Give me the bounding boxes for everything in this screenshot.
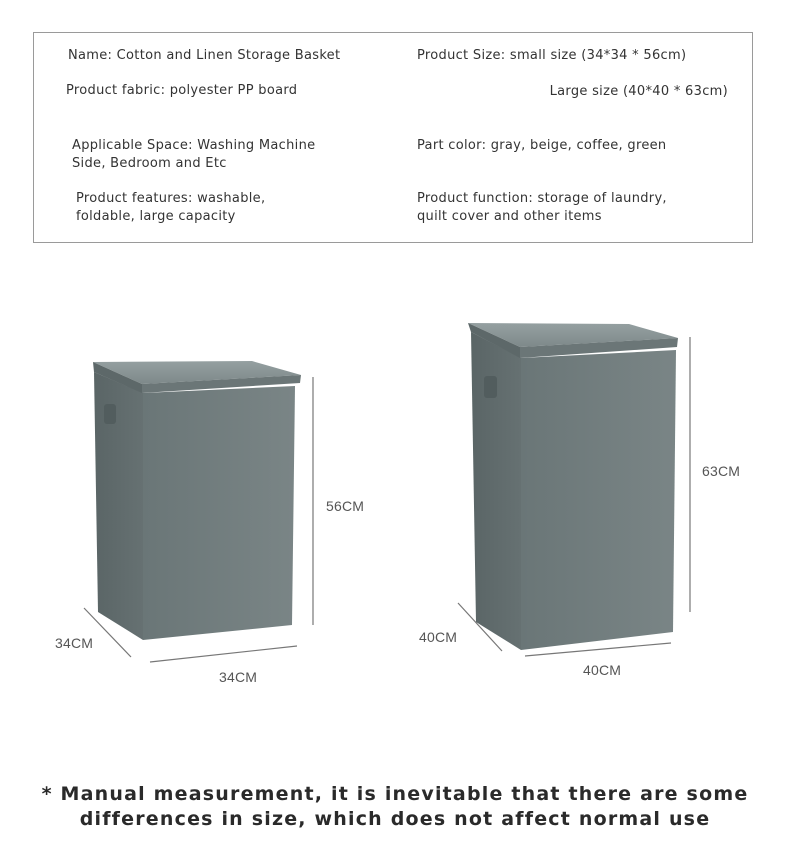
spec-features-line1: Product features: washable,	[76, 191, 266, 206]
small-basket-handle	[104, 404, 116, 424]
large-basket	[468, 323, 678, 650]
spec-space-line2: Side, Bedroom and Etc	[72, 156, 227, 171]
small-depth-label: 34CM	[55, 635, 94, 651]
measurement-note-line2: differences in size, which does not affect normal use	[79, 808, 711, 830]
large-width-label: 40CM	[583, 662, 622, 678]
spec-fabric: Product fabric: polyester PP board	[66, 83, 298, 98]
small-basket	[93, 361, 301, 640]
spec-features-line2: foldable, large capacity	[76, 209, 236, 224]
spec-function-line2: quilt cover and other items	[417, 209, 602, 224]
small-basket-front	[143, 386, 295, 640]
spec-function-line1: Product function: storage of laundry,	[417, 191, 667, 206]
spec-name: Name: Cotton and Linen Storage Basket	[68, 48, 341, 63]
spec-space-line1: Applicable Space: Washing Machine	[72, 138, 316, 153]
small-height-label: 56CM	[326, 498, 365, 514]
measurement-note-line1: * Manual measurement, it is inevitable that there are some	[41, 783, 749, 805]
large-basket-handle	[484, 376, 497, 398]
small-width-label: 34CM	[219, 669, 258, 685]
spec-size-small: Product Size: small size (34*34 * 56cm)	[417, 48, 687, 63]
spec-color: Part color: gray, beige, coffee, green	[417, 138, 667, 153]
large-height-label: 63CM	[702, 463, 741, 479]
large-basket-front	[521, 350, 676, 650]
large-depth-label: 40CM	[419, 629, 458, 645]
spec-size-large: Large size (40*40 * 63cm)	[549, 84, 728, 99]
small-width-line	[150, 646, 297, 662]
small-basket-side	[94, 372, 143, 640]
